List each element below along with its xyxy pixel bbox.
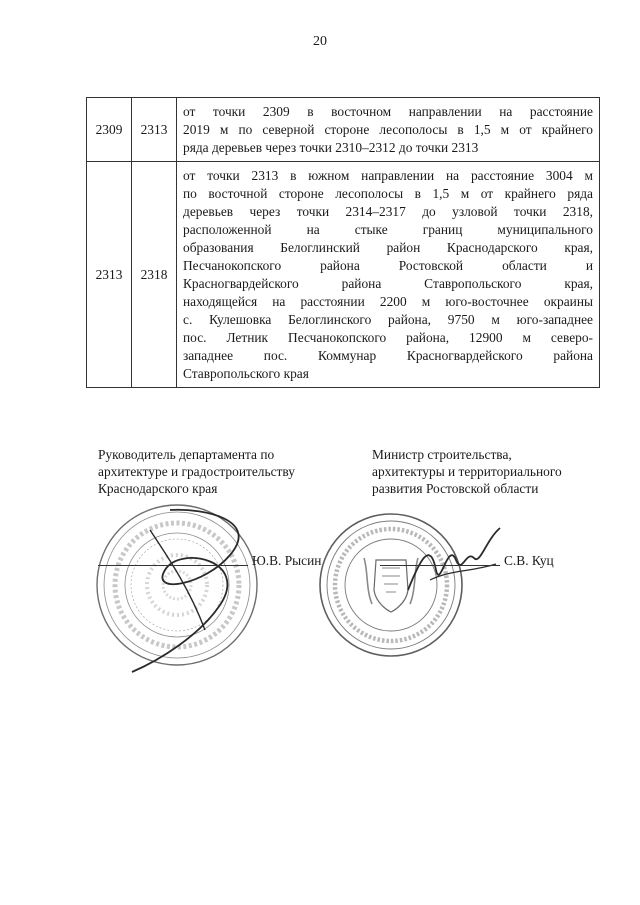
description-line: от точки 2309 в восточном направлении на расстояние xyxy=(183,103,593,119)
title-line: архитектуры и территориального xyxy=(372,464,562,479)
title-line: развития Ростовской области xyxy=(372,481,539,496)
title-line: Министр строительства, xyxy=(372,447,512,462)
table-row xyxy=(87,162,600,388)
description-line: с. Кулешовка Белоглинского района, 9750 м юго-западнее xyxy=(183,311,593,327)
description-line: пос. Летник Песчанокопского района, 12900 м северо- xyxy=(183,329,593,345)
description-line: расположенной на стыке границ муниципального xyxy=(183,221,593,237)
description-line: образования Белоглинский район Краснодарского края, xyxy=(183,239,593,255)
description-line: 2019 м по северной стороне лесополосы в 1,5 м от крайнего xyxy=(183,121,593,137)
title-line: архитектуре и градостроительству xyxy=(98,464,295,479)
title-line: Руководитель департамента по xyxy=(98,447,275,462)
description-line: Ставропольского края xyxy=(183,365,309,381)
title-line: Краснодарского края xyxy=(98,481,218,496)
right-signatory-name: С.В. Куц xyxy=(504,553,554,568)
left-signature-line xyxy=(98,565,248,566)
from-point-cell: 2309 xyxy=(87,98,132,162)
description-line: от точки 2313 в южном направлении на расстояние 3004 м xyxy=(183,167,593,183)
description-line: по восточной стороне лесополосы в 1,5 м от крайнего ряда xyxy=(183,185,593,201)
to-point-cell: 2313 xyxy=(132,98,177,162)
right-handwritten-signature xyxy=(400,520,510,600)
table-row xyxy=(87,98,600,162)
description-line: ряда деревьев через точки 2310–2312 до точки 2313 xyxy=(183,139,479,155)
description-line: деревьев через точки 2314–2317 до узловой точки 2318, xyxy=(183,203,593,219)
left-signatory-title xyxy=(98,446,348,497)
route-description-cell xyxy=(177,162,600,388)
right-signature-line xyxy=(380,565,500,566)
description-line: западнее пос. Коммунар Красногвардейского района xyxy=(183,347,593,363)
page-number: 20 xyxy=(313,34,327,49)
route-description-cell xyxy=(177,98,600,162)
to-point-cell: 2318 xyxy=(132,162,177,388)
left-signatory-name: Ю.В. Рысин xyxy=(252,553,322,568)
description-line: Песчанокопского района Ростовской области и xyxy=(183,257,593,273)
description-line: Красногвардейского района Ставропольского края, xyxy=(183,275,593,291)
description-line: находящейся на расстоянии 2200 м юго-восточнее окраины xyxy=(183,293,593,309)
border-description-table xyxy=(86,97,600,388)
left-handwritten-signature xyxy=(110,500,280,680)
right-signatory-title xyxy=(372,446,612,497)
from-point-cell: 2313 xyxy=(87,162,132,388)
